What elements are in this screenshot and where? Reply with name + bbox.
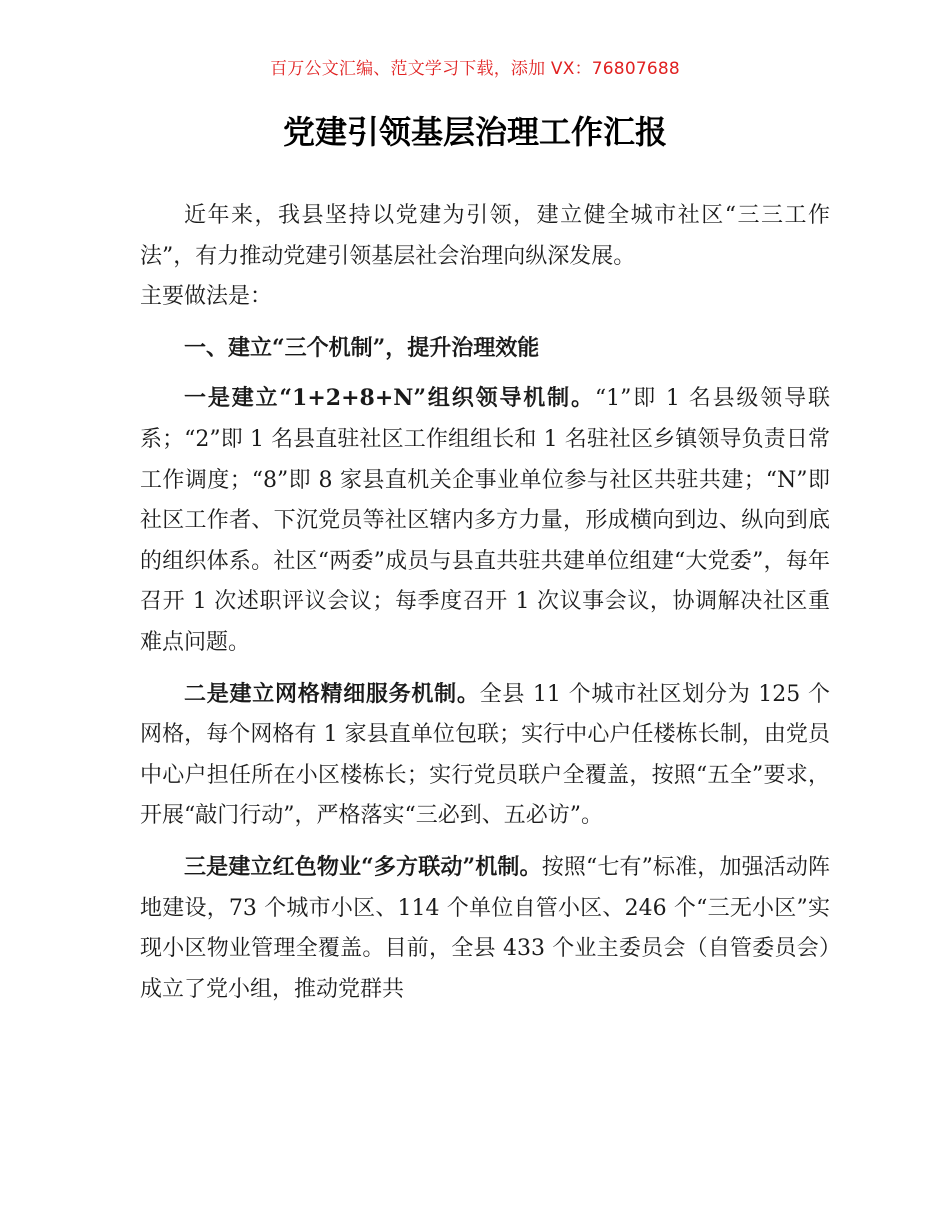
intro-tail-line: 主要做法是： — [140, 284, 273, 310]
item-1-lead: 一是建立“1+2+8+N”组织领导机制。 — [184, 385, 595, 412]
item-3-body: 按照“七有”标准，加强活动阵地建设，73 个城市小区、114 个单位自管小区、246 个“三无小区”实现小区物业管理全覆盖。目前，全县 433 个业主委员会（自管委员会）成立了党小组，推动党群共 — [140, 854, 830, 1002]
document-title: 党建引领基层治理工作汇报 — [282, 113, 667, 151]
section-heading-1: 一、建立“三个机制”，提升治理效能 — [184, 334, 540, 361]
document-body — [140, 196, 830, 1020]
item-paragraph-3 — [140, 847, 830, 1010]
intro-paragraph: 近年来，我县坚持以党建为引领，建立健全城市社区“三三工作法”，有力推动党建引领基层社会治理向纵深发展。 — [140, 203, 830, 269]
item-paragraph-1 — [140, 378, 830, 663]
item-2-lead: 二是建立网格精细服务机制。 — [184, 680, 480, 707]
item-3-lead: 三是建立红色物业“多方联动”机制。 — [184, 853, 542, 880]
header-watermark-note: 百万公文汇编、范文学习下载，添加 VX：76807688 — [270, 59, 680, 79]
item-paragraph-2 — [140, 674, 830, 837]
item-1-body: “1”即 1 名县级领导联系；“2”即 1 名县直驻社区工作组组长和 1 名驻社区乡镇领导负责日常工作调度；“8”即 8 家县直机关企事业单位参与社区共驻共建；“N”即社区工作者、下沉党员等社区辖内多方力量，形成横向到边、纵向到底的组织体系。社区“两委”成员与县直共驻共建单位组建“大党委”，每年召开 1 次述职评议会议；每季度召开 1 次议事会议，协调解决社区重难点问题。 — [140, 386, 830, 655]
item-2-body: 全县 11 个城市社区划分为 125 个网格，每个网格有 1 家县直单位包联；实行中心户任楼栋长制，由党员中心户担任所在小区楼栋长；实行党员联户全覆盖，按照“五全”要求，开展“敲门行动”，严格落实“三必到、五必访”。 — [140, 681, 830, 829]
